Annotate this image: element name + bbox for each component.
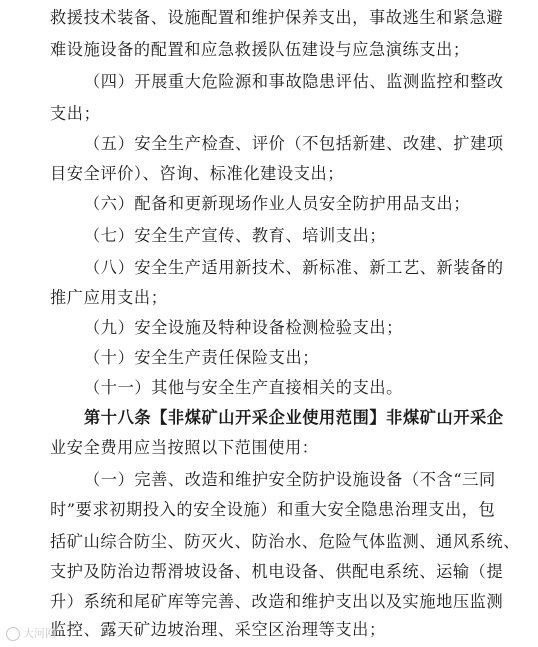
list-item-6: （六）配备和更新现场作业人员安全防护用品支出； <box>84 194 471 213</box>
scope-item-1-line-5: 升）系统和尾矿库等完善、改造和维护支出以及实施地压监测 <box>50 592 504 611</box>
list-item-4-line-2: 支出； <box>50 104 101 123</box>
list-item-7: （七）安全生产宣传、教育、培训支出； <box>84 226 387 245</box>
list-item-10: （十）安全生产责任保险支出； <box>84 348 320 367</box>
scope-item-1-line-3: 括矿山综合防尘、防灭火、防治水、危险气体监测、通风系统、 <box>50 532 521 551</box>
scope-item-1-line-2: 时”要求初期投入的安全设施）和重大安全隐患治理支出，包 <box>50 500 496 519</box>
list-item-11: （十一）其他与安全生产直接相关的支出。 <box>84 378 403 397</box>
list-item-5-line-1: （五）安全生产检查、评价（不包括新建、改建、扩建项 <box>84 134 504 153</box>
list-item-8-line-2: 推广应用支出； <box>50 288 168 307</box>
scope-item-1-line-4: 支护及防治边帮滑坡设备、机电设备、供配电系统、运输（提 <box>50 562 504 581</box>
scope-item-1-line-6: 监控、露天矿边坡治理、采空区治理等支出； <box>50 620 386 639</box>
list-item-8-line-1: （八）安全生产适用新技术、新标准、新工艺、新装备的 <box>84 258 504 277</box>
list-item-5-line-2: 目安全评价）、咨询、标准化建设支出； <box>50 164 345 183</box>
article-18-line-2: 业安全费用应当按照以下范围使用： <box>50 438 319 457</box>
list-item-4-line-1: （四）开展重大危险源和事故隐患评估、监测监控和整改 <box>84 72 504 91</box>
text-line-1: 救援技术装备、设施配置和维护保养支出，事故逃生和紧急避 <box>50 8 504 27</box>
scope-item-1-line-1: （一）完善、改造和维护安全防护设施设备（不含“三同 <box>84 470 496 489</box>
text-line-2: 难设施设备的配置和应急救援队伍建设与应急演练支出； <box>50 40 470 59</box>
watermark <box>6 624 56 644</box>
watermark-logo-icon <box>6 627 20 641</box>
watermark-text: 大河网 <box>23 627 56 640</box>
list-item-9: （九）安全设施及特种设备检测检验支出； <box>84 318 403 337</box>
article-18-heading-line-1: 第十八条【非煤矿山开采企业使用范围】非煤矿山开采企 <box>84 408 504 427</box>
